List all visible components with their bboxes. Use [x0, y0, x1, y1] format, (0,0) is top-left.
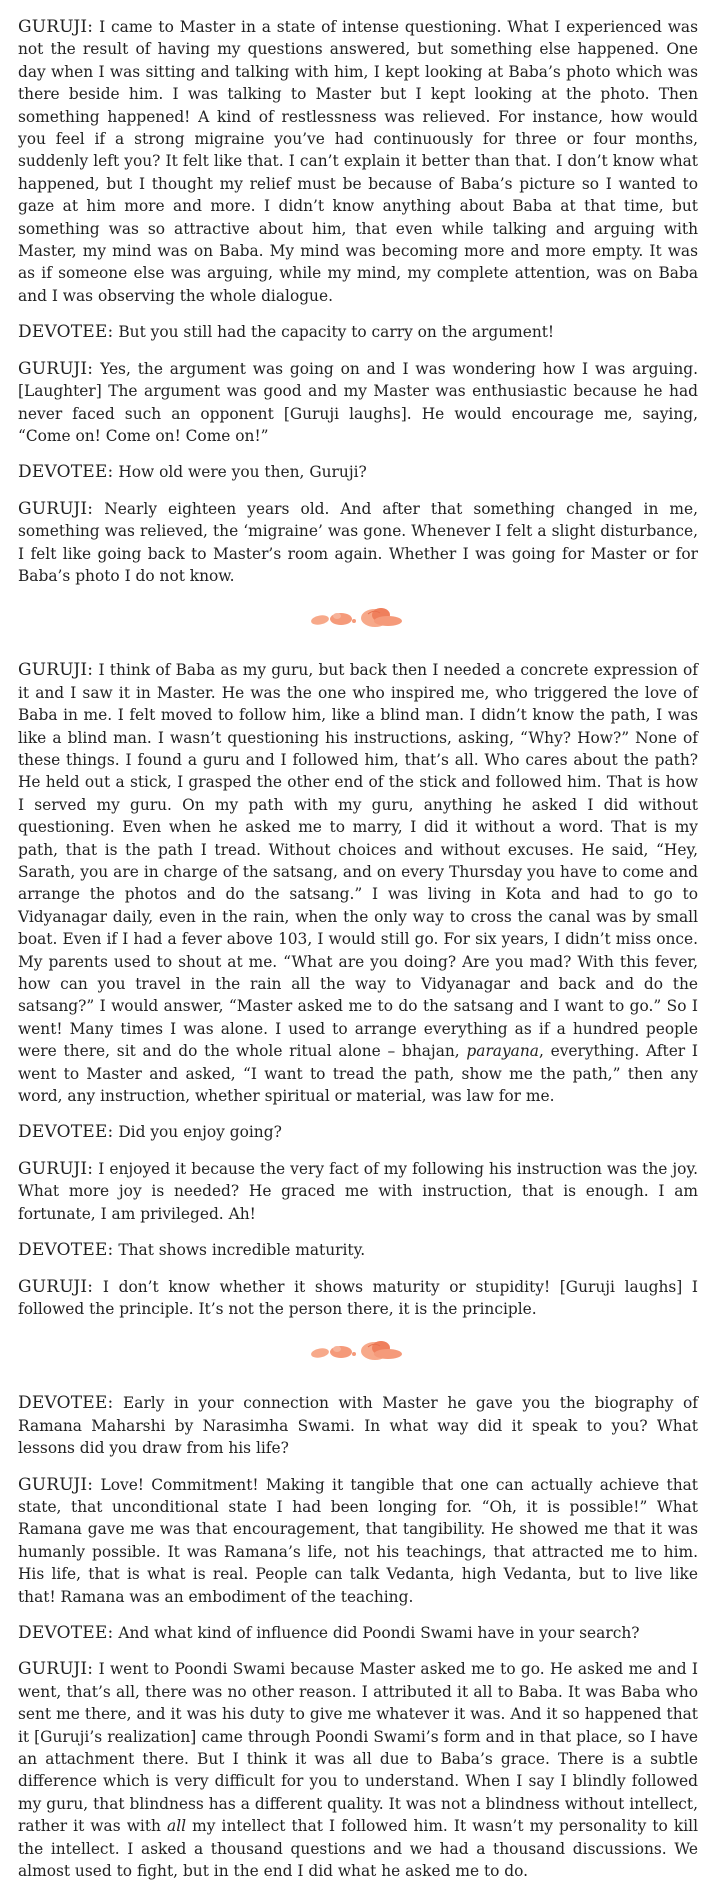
paragraph-text: my intellect that I followed him. It wasn’t my personality to kill the intellect. I asked a thousand questions and we had a thousand discussions. We almost used to fight, but in the end I did what he asked me to do.	[18, 1817, 698, 1881]
speaker-label: GURUJI:	[18, 498, 94, 519]
guruji-paragraph	[18, 1276, 698, 1321]
guruji-paragraph	[18, 1658, 698, 1882]
speaker-label: DEVOTEE:	[18, 1622, 114, 1643]
speaker-label: GURUJI:	[18, 1659, 94, 1680]
speaker-label: DEVOTEE:	[18, 462, 114, 483]
guruji-paragraph	[18, 498, 698, 588]
devotee-paragraph	[18, 1392, 698, 1459]
emphasized-term: parayana	[466, 1042, 539, 1061]
paragraph-text: Did you enjoy going?	[113, 1123, 282, 1142]
paragraph-text: Love! Commitment! Making it tangible that one can actually achieve that state, that unconditional state I had been longing for. “Oh, it is possible!” What Ramana gave me was that encouragement, that tangibility. He showed me that it was humanly possible. It was Ramana’s life, not his teachings, that attracted me to him. His life, that is what is real. People can talk Vedanta, high Vedanta, but to live like that! Ramana was an embodiment of the teaching.	[18, 1475, 698, 1606]
devotee-paragraph	[18, 1622, 698, 1644]
flower-petals-icon	[308, 605, 408, 631]
guruji-paragraph	[18, 1158, 698, 1225]
guruji-paragraph	[18, 659, 698, 1107]
speaker-label: DEVOTEE:	[18, 1122, 114, 1143]
paragraph-text: I went to Poondi Swami because Master asked me to go. He asked me and I went, that’s all, there was no other reason. I attributed it all to Baba. It was Baba who sent me there, and it was his duty to give me whatever it was. And it so happened that it [Guruji’s realization] came through Poondi Swami’s form and in that place, so I have an attachment there. But I think it was all due to Baba’s grace. There is a subtle difference which is very difficult for you to understand. When I say I blindly followed my guru, that blindness has a different quality. It was not a blindness without intellect, rather it was with	[18, 1660, 698, 1836]
paragraph-text: I came to Master in a state of intense questioning. What I experienced was not the result of having my questions answered, but something else happened. One day when I was sitting and talking with him, I kept looking at Baba’s photo which was there beside him. I was talking to Master but I kept looking at the photo. Then something happened! A kind of restlessness was relieved. For instance, how would you feel if a strong migraine you’ve had continuously for three or four months, suddenly left you? It felt like that. I can’t explain it better than that. I don’t know what happened, but I thought my relief must be because of Baba’s picture so I wanted to gaze at him more and more. I didn’t know anything about Baba at that time, but something was so attractive about him, that even while talking and arguing with Master, my mind was on Baba. My mind was becoming more and more empty. It was as if someone else was arguing, while my mind, my complete attention, was on Baba and I was observing the whole dialogue.	[18, 18, 698, 305]
section-divider-ornament	[18, 601, 698, 635]
section-divider-ornament	[18, 1334, 698, 1368]
speaker-label: GURUJI:	[18, 1276, 94, 1297]
speaker-label: GURUJI:	[18, 1158, 94, 1179]
devotee-paragraph	[18, 321, 698, 343]
paragraph-text: And what kind of influence did Poondi Swami have in your search?	[113, 1623, 640, 1642]
paragraph-text: Yes, the argument was going on and I was wondering how I was arguing. [Laughter] The argument was good and my Master was enthusiastic because he had never faced such an opponent [Guruji laughs]. He would encourage me, saying, “Come on! Come on! Come on!”	[18, 359, 698, 445]
paragraph-text: I don’t know whether it shows maturity or stupidity! [Guruji laughs] I followed the principle. It’s not the person there, it is the principle.	[18, 1277, 698, 1318]
speaker-label: DEVOTEE:	[18, 322, 114, 343]
speaker-label: GURUJI:	[18, 358, 94, 379]
paragraph-text: How old were you then, Guruji?	[113, 463, 367, 482]
paragraph-text: Nearly eighteen years old. And after that something changed in me, something was relieved, the ‘migraine’ was gone. Whenever I felt a slight disturbance, I felt like going back to Master’s room again. Whether I was going for Master or for Baba’s photo I do not know.	[18, 499, 698, 585]
flower-petals-icon	[308, 1338, 408, 1364]
speaker-label: GURUJI:	[18, 1474, 94, 1495]
guruji-paragraph	[18, 16, 698, 307]
paragraph-text: That shows incredible maturity.	[113, 1241, 366, 1260]
speaker-label: GURUJI:	[18, 660, 94, 681]
paragraph-text: I think of Baba as my guru, but back then I needed a concrete expression of it and I saw it in Master. He was the one who inspired me, who triggered the love of Baba in me. I felt moved to follow him, like a blind man. I didn’t know the path, I was like a blind man. I wasn’t questioning his instructions, asking, “Why? How?” None of these things. I found a guru and I followed him, that’s all. Who cares about the path? He held out a stick, I grasped the other end of the stick and followed him. That is how I served my guru. On my path with my guru, anything he asked I did without questioning. Even when he asked me to marry, I did it without a word. That is my path, that is the path I tread. Without choices and without excuses. He said, “Hey, Sarath, you are in charge of the satsang, and on every Thursday you have to come and arrange the photos and do the satsang.” I was living in Kota and had to go to Vidyanagar daily, even in the rain, when the only way to cross the canal was by small boat. Even if I had a fever above 103, I would still go. For six years, I didn’t miss once. My parents used to shout at me. “What are you doing? Are you mad? With this fever, how can you travel in the rain all the way to Vidyanagar and back and do the satsang?” I would answer, “Master asked me to do the satsang and I want to go.” So I went! Many times I was alone. I used to arrange everything as if a hundred people were there, sit and do the whole ritual alone – bhajan,	[18, 661, 698, 1061]
emphasized-term: all	[167, 1817, 187, 1836]
devotee-paragraph	[18, 461, 698, 483]
paragraph-text: Early in your connection with Master he gave you the biography of Ramana Maharshi by Narasimha Swami. In what way did it speak to you? What lessons did you draw from his life?	[18, 1394, 698, 1458]
paragraph-text: I enjoyed it because the very fact of my following his instruction was the joy. What more joy is needed? He graced me with instruction, that is enough. I am fortunate, I am privileged. Ah!	[18, 1159, 698, 1223]
guruji-paragraph	[18, 358, 698, 448]
guruji-paragraph	[18, 1474, 698, 1608]
speaker-label: DEVOTEE:	[18, 1393, 114, 1414]
speaker-label: GURUJI:	[18, 17, 94, 37]
devotee-paragraph	[18, 1121, 698, 1143]
speaker-label: DEVOTEE:	[18, 1240, 114, 1261]
paragraph-text: But you still had the capacity to carry on the argument!	[113, 323, 555, 342]
paragraph-text: , everything. After I went to Master and asked, “I want to tread the path, show me the path,” then any word, any instruction, whether spiritual or material, was law for me.	[18, 1042, 698, 1106]
devotee-paragraph	[18, 1239, 698, 1261]
